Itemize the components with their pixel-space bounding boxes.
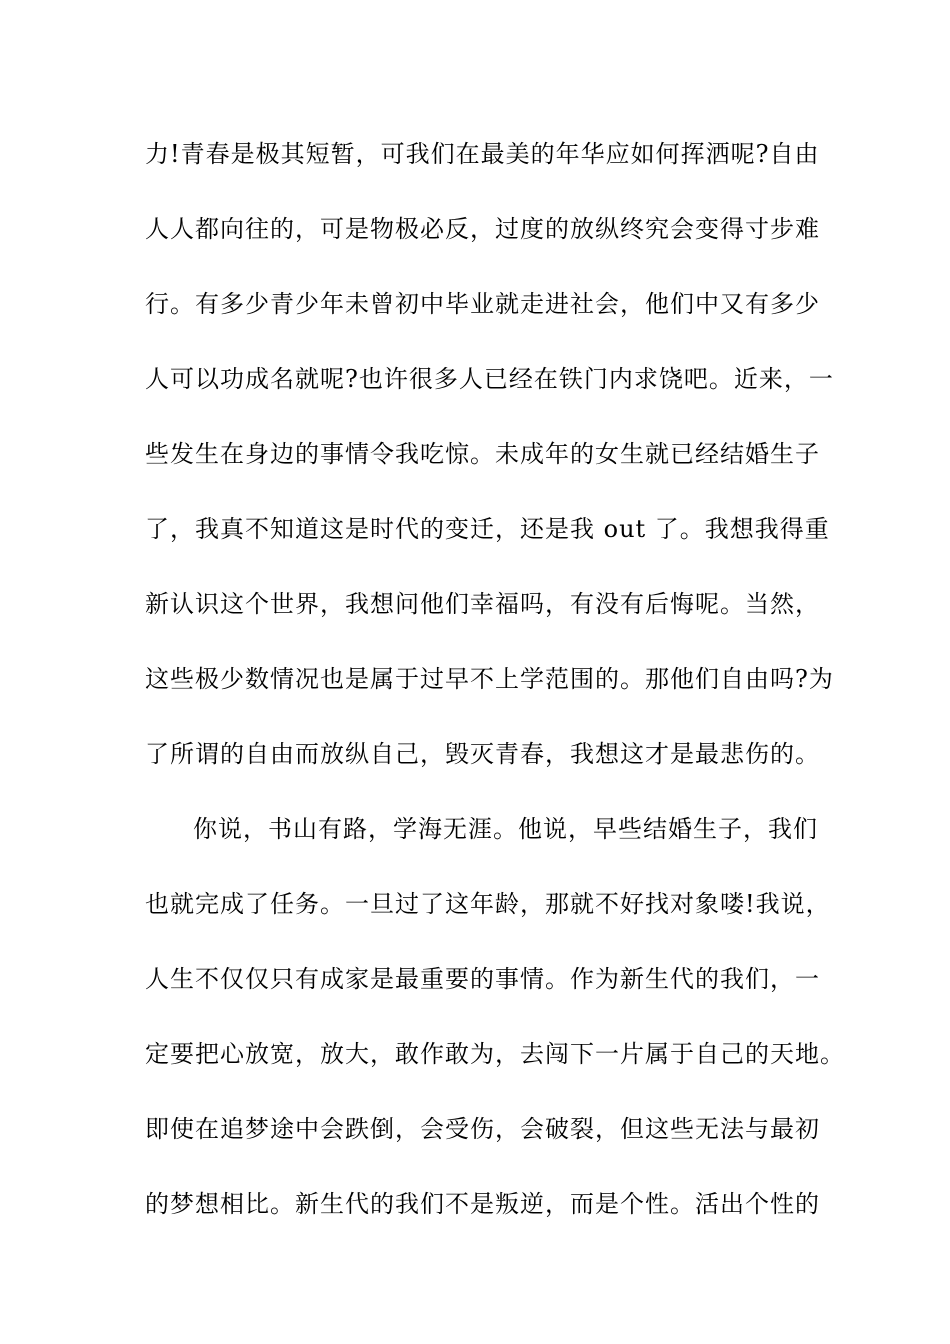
text-line-9: 了所谓的自由而放纵自己，毁灭青春，我想这才是最悲伤的。: [145, 740, 820, 768]
text-line-2: 人人都向往的，可是物极必反，过度的放纵终究会变得寸步难: [145, 215, 820, 243]
text-line-5: 些发生在身边的事情令我吃惊。未成年的女生就已经结婚生子: [145, 440, 820, 468]
text-line-11: 也就完成了任务。一旦过了这年龄，那就不好找对象喽!我说，: [145, 890, 831, 918]
text-line-4: 人可以功成名就呢?也许很多人已经在铁门内求饶吧。近来，一: [145, 365, 834, 393]
text-line-8: 这些极少数情况也是属于过早不上学范围的。那他们自由吗?为: [145, 665, 834, 693]
text-line-3: 行。有多少青少年未曾初中毕业就走进社会，他们中又有多少: [145, 290, 820, 318]
text-line-7: 新认识这个世界，我想问他们幸福吗，有没有后悔呢。当然，: [145, 590, 820, 618]
text-line-12: 人生不仅仅只有成家是最重要的事情。作为新生代的我们，一: [145, 965, 820, 993]
paragraph-start-line: 你说，书山有路，学海无涯。他说，早些结婚生子，我们: [193, 815, 818, 843]
text-line-15: 的梦想相比。新生代的我们不是叛逆，而是个性。活出个性的: [145, 1190, 820, 1218]
text-line-14: 即使在追梦途中会跌倒，会受伤，会破裂，但这些无法与最初: [145, 1115, 820, 1143]
text-line-13: 定要把心放宽，放大，敢作敢为，去闯下一片属于自己的天地。: [145, 1040, 845, 1068]
text-line-6: 了，我真不知道这是时代的变迁，还是我 out 了。我想我得重: [145, 515, 830, 543]
text-line-1: 力!青春是极其短暂，可我们在最美的年华应如何挥洒呢?自由: [145, 140, 820, 168]
body-text: [145, 130, 845, 1255]
